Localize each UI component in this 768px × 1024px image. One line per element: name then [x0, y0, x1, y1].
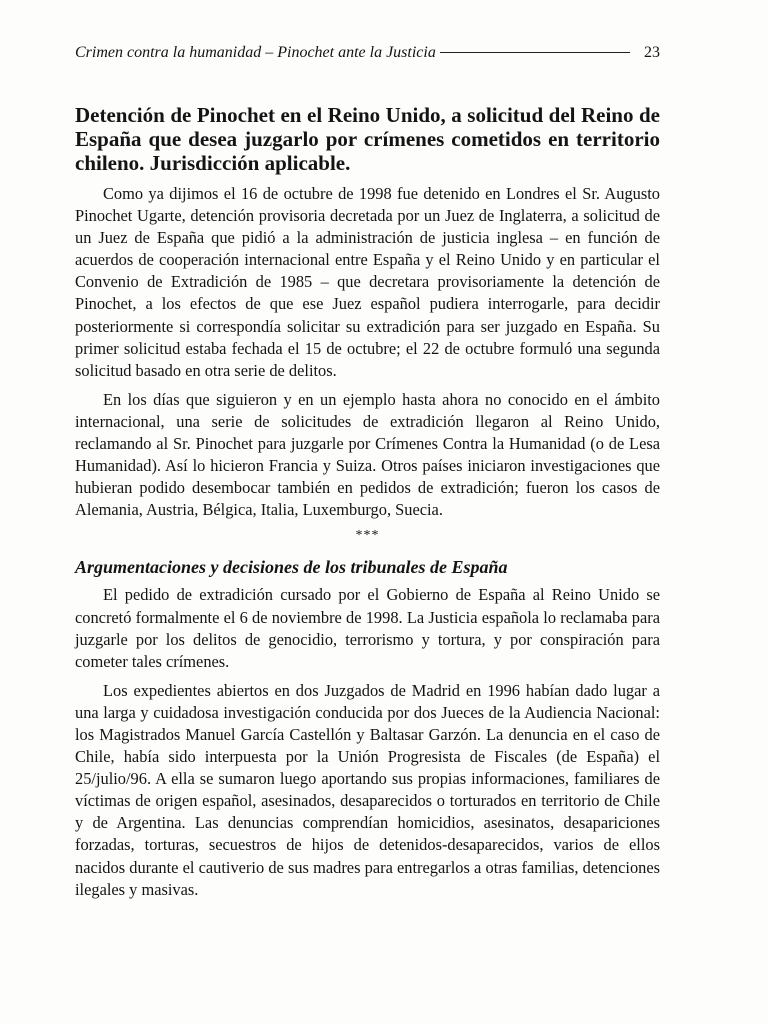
- subsection-heading: Argumentaciones y decisiones de los tribunales de España: [75, 557, 508, 578]
- body-paragraph: El pedido de extradición cursado por el Gobierno de España al Reino Unido se concretó formalmente el 6 de noviembre de 1998. La Justicia española lo reclamaba para juzgarle por los delitos de genocidio, terrorismo y tortura, y por conspiración para cometer tales crímenes.: [75, 585, 660, 671]
- body-paragraph: Los expedientes abiertos en dos Juzgados de Madrid en 1996 habían dado lugar a una larga y cuidadosa investigación conducida por dos Jueces de la Audiencia Nacional: los Magistrados Manuel García Castellón y Baltasar Garzón. La denuncia en el caso de Chile, había sido interpuesta por la Unión Progresista de Fiscales (de España) el 25/julio/96. A ella se sumaron luego aportando sus propias informaciones, familiares de víctimas de origen español, asesinados, desaparecidos o torturados en territorio de Chile y de Argentina. Las denuncias comprendían homicidios, asesinatos, desapariciones forzadas, torturas, secuestros de hijos de detenidos-desaparecidos, varios de ellos nacidos durante el cautiverio de sus madres para entregarlos a otras familias, detenciones ilegales y masivas.: [75, 680, 660, 899]
- section-heading: Detención de Pinochet en el Reino Unido, a solicitud del Reino de España que desea juzgarlo por crímenes cometidos en territorio chileno. Jurisdicción aplicable.: [75, 103, 660, 175]
- body-paragraph: Como ya dijimos el 16 de octubre de 1998 fue detenido en Londres el Sr. Augusto Pinochet Ugarte, detención provisoria decretada por un Juez de Inglaterra, a solicitud de un Juez de España que pidió a la administración de justicia inglesa – en función de acuerdos de cooperación internacional entre España y el Reino Unido y en particular el Convenio de Extradición de 1985 – que decretara provisoriamente la detención de Pinochet, a los efectos de que ese Juez español pudiera interrogarle, para decidir posteriormente si correspondía solicitar su extradición para ser juzgado en España. Su primer solicitud estaba fechada el 15 de octubre; el 22 de octubre formuló una segunda solicitud basado en otra serie de delitos.: [75, 184, 660, 380]
- header-rule: [440, 52, 630, 53]
- body-paragraph: En los días que siguieron y en un ejemplo hasta ahora no conocido en el ámbito internacional, una serie de solicitudes de extradición llegaron al Reino Unido, reclamando al Sr. Pinochet para juzgarle por Crímenes Contra la Humanidad (o de Lesa Humanidad). Así lo hicieron Francia y Suiza. Otros países iniciaron investigaciones que hubieran podido desembocar también en pedidos de extradición; fueron los casos de Alemania, Austria, Bélgica, Italia, Luxemburgo, Suecia.: [75, 389, 660, 520]
- running-header: [75, 44, 660, 66]
- page-number: 23: [644, 44, 660, 61]
- running-title: Crimen contra la humanidad – Pinochet ante la Justicia: [75, 44, 436, 61]
- section-separator: ***: [355, 528, 380, 544]
- page-content: [75, 103, 660, 908]
